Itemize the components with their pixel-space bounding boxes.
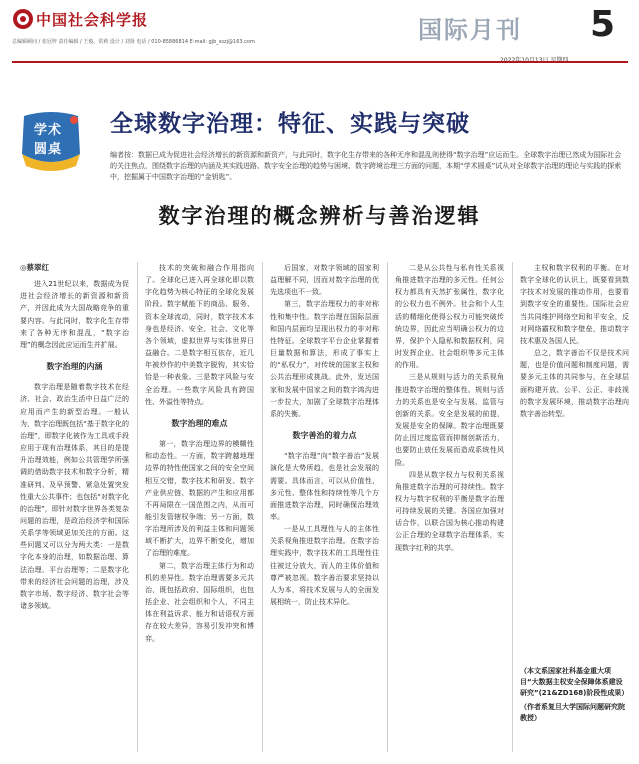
- paragraph: 一是从工具理性与人的主体性关系视角推进数字治理。在数字治理实践中，数字技术的工具理性往往被过分放大，而人的主体价值和尊严被忽视。数字善治要求坚持以人为本，将技术发展与人的全面发展相统一，防止技术异化。: [270, 525, 379, 607]
- paragraph: “数字治理”向“数字善治”发展演化是大势所趋，也是社会发展的需要。具体而言，可以从价值性、多元性、整体性和持续性等几个方面推进数字治理，同时确保治理效率。: [270, 452, 379, 521]
- author-byline: ◎蔡翠红: [20, 263, 50, 272]
- funding-note: （本文系国家社科基金重大项目“大数据主权安全保障体系建设研究”(21&ZD168)阶段性成果）: [520, 667, 629, 697]
- article-column-1: [20, 262, 129, 752]
- column-badge: [18, 110, 84, 172]
- article-column-3: [270, 262, 379, 752]
- article-footnote: [520, 666, 629, 727]
- section-heading: 数字治理的内涵: [46, 362, 103, 372]
- paragraph: 数字治理是随着数字技术在经济、社会、政治生活中日益广泛的应用而产生的新型治理。一般认为，数字治理既包括“基于数字化的治理”，即数字化被作为工具或手段应用于现有治理体系，其目的是提升治理效能，例如公共管理学所强调的借助数字技术和数字分析，精准研判、及早预警、紧急处置突发性重大公共事件；也包括“对数字化的治理”，即针对数字世界各类复杂问题的治理，是政治经济学和国际关系学等领域更加关注的方面。这些问题又可以分为两大类：一是数字化本身的治理，如数据治理、算法治理、平台治理等；二是数字化带来的经济社会问题的治理，涉及数字市场、数字经济、数字社会等诸多领域。: [20, 383, 129, 611]
- paragraph: 技术的突破和融合作用指向了。全球化已进入再全球化即以数字化趋势为核心特征的全球化发展阶段。数字赋能下的商品、服务、资本全球流动，同时，数字技术本身也是经济、安全、社会、文化等各个领域，虚拟世界与实体世界日益融合。二是数字相互依存，近几年被炒作的中美数字脱钩，其实恰恰是一种表象。三是数字风险与安全治理。一些数字风险具有跨国性、外溢性等特点。: [145, 264, 254, 406]
- paragraph: 主权和数字权利的平衡。在对数字全球化的认识上，既要看到数字技术对发展的推动作用，也要看到数字安全的重要性。国际社会应当共同维护网络空间和平安全，反对网络霸权和数字壁垒，推动数字技术惠及各国人民。: [520, 264, 629, 345]
- author-affiliation: （作者系复旦大学国际问题研究院教授）: [520, 703, 625, 722]
- article-column-2: [145, 262, 254, 752]
- column-divider: [137, 262, 138, 752]
- paragraph: 后国家，对数字领域的国家利益理解不同，因而对数字治理的优先选项也不一致。: [270, 264, 379, 297]
- column-divider: [387, 262, 388, 752]
- section-heading: 数字治理的难点: [171, 418, 228, 428]
- paragraph: 第一，数字治理边界的模糊性和动态性。一方面，数字跨越地理边界的特性使国家之间的安全空间相互交错，数字技术和研发、数字产业供应链、数据的产生和应用都不再局限在一国范围之内，从而可能引发管辖权争端；另一方面，数字治理所涉及的利益主体和问题领域不断扩大，边界不断变化，增加了治理的难度。: [145, 440, 254, 558]
- article-column-5: [520, 262, 629, 664]
- masthead-divider: [12, 61, 628, 63]
- masthead-staff-info: 总编辑顾问 / 张冠梓 责任编辑 / 王俊、常莉 设计 / 刘贤 电话 / 010-85886814 E-mail: gjb_sszj@163.com: [12, 39, 255, 45]
- paragraph: 第三，数字治理权力的非对称性和集中性。数字治理在国际层面和国内层面均呈现出权力的非对称性特征。全球数字平台企业掌握着巨量数据和算法，形成了事实上的“私权力”，对传统的国家主权和公共治理形成挑战。此外，发达国家和发展中国家之间的数字鸿沟进一步拉大，加剧了全球数字治理体系的失衡。: [270, 300, 379, 418]
- newspaper-name: 中国社会科学报: [36, 11, 149, 29]
- paragraph: 进入21世纪以来，数据成为促进社会经济增长的新资源和新资产，并因此成为大国战略竞争的重要内容。与此同时，数字化生存带来了各种无序和混乱，“数字治理”的概念因此应运而生并扩展。: [20, 280, 129, 349]
- newspaper-logo-icon: [12, 8, 34, 30]
- section-heading: 数字善治的着力点: [292, 431, 357, 441]
- article-title: 数字治理的概念辨析与善治逻辑: [158, 204, 481, 228]
- edition-title: 国际月刊: [418, 15, 522, 44]
- page-headline: 全球数字治理：特征、实践与突破: [110, 111, 470, 137]
- paragraph: 二是从公共性与私有性关系视角推进数字治理的多元性。任何公权力都具有天然扩张属性，数字化的公权力也不例外。社会和个人生活的精细化使得公权力可能突破传统边界，因此应当明确公权力的边界，保护个人隐私和数据权利，同时发挥企业、社会组织等多元主体的作用。: [395, 264, 504, 370]
- editor-note: 编者按：数据已成为促进社会经济增长的新资源和新资产，与此同时，数字化生存带来的各种无序和混乱则使得“数字治理”应运而生。全球数字治理已然成为国际社会的关注焦点，围绕数字治理的内涵及其实践进路、数字安全治理的趋势与困境、数字跨境治理三方面的问题，本期“学术圆桌”试从对全球数字治理的理论与实践的探索中，挖掘属于中国数字治理的“金钥匙”。: [110, 151, 622, 181]
- paragraph: 第二，数字治理主体行为和动机的差异性。数字治理需要多元共治，既包括政府、国际组织，也包括企业、社会组织和个人，不同主体在利益诉求、能力和话语权方面存在较大差异，容易引发冲突和博弈。: [145, 561, 254, 643]
- column-divider: [262, 262, 263, 752]
- paragraph: 总之，数字善治不仅是技术问题，也是价值问题和制度问题，需要多元主体的共同参与，在全球层面构建开放、公平、公正、非歧视的数字发展环境，推动数字治理向数字善治转型。: [520, 349, 629, 418]
- paragraph: 四是从数字权力与权利关系视角推进数字治理的可持续性。数字权力与数字权利的平衡是数字治理可持续发展的关键。各国应加强对话合作，以联合国为核心推动构建公正合理的全球数字治理体系，实现数字红利的共享。: [395, 470, 504, 552]
- badge-label-line2: 圆桌: [34, 142, 63, 157]
- badge-label-line1: 学术: [34, 123, 63, 138]
- article-column-4: [395, 262, 504, 752]
- column-divider: [512, 262, 513, 752]
- page-number: 5: [590, 4, 616, 45]
- paragraph: 三是从规则与活力的关系视角推进数字治理的整体性。规则与活力的关系也是安全与发展、监管与创新的关系。安全是发展的前提，发展是安全的保障。数字治理既要防止因过度监管而抑制创新活力，也要防止放任发展而造成系统性风险。: [395, 373, 504, 467]
